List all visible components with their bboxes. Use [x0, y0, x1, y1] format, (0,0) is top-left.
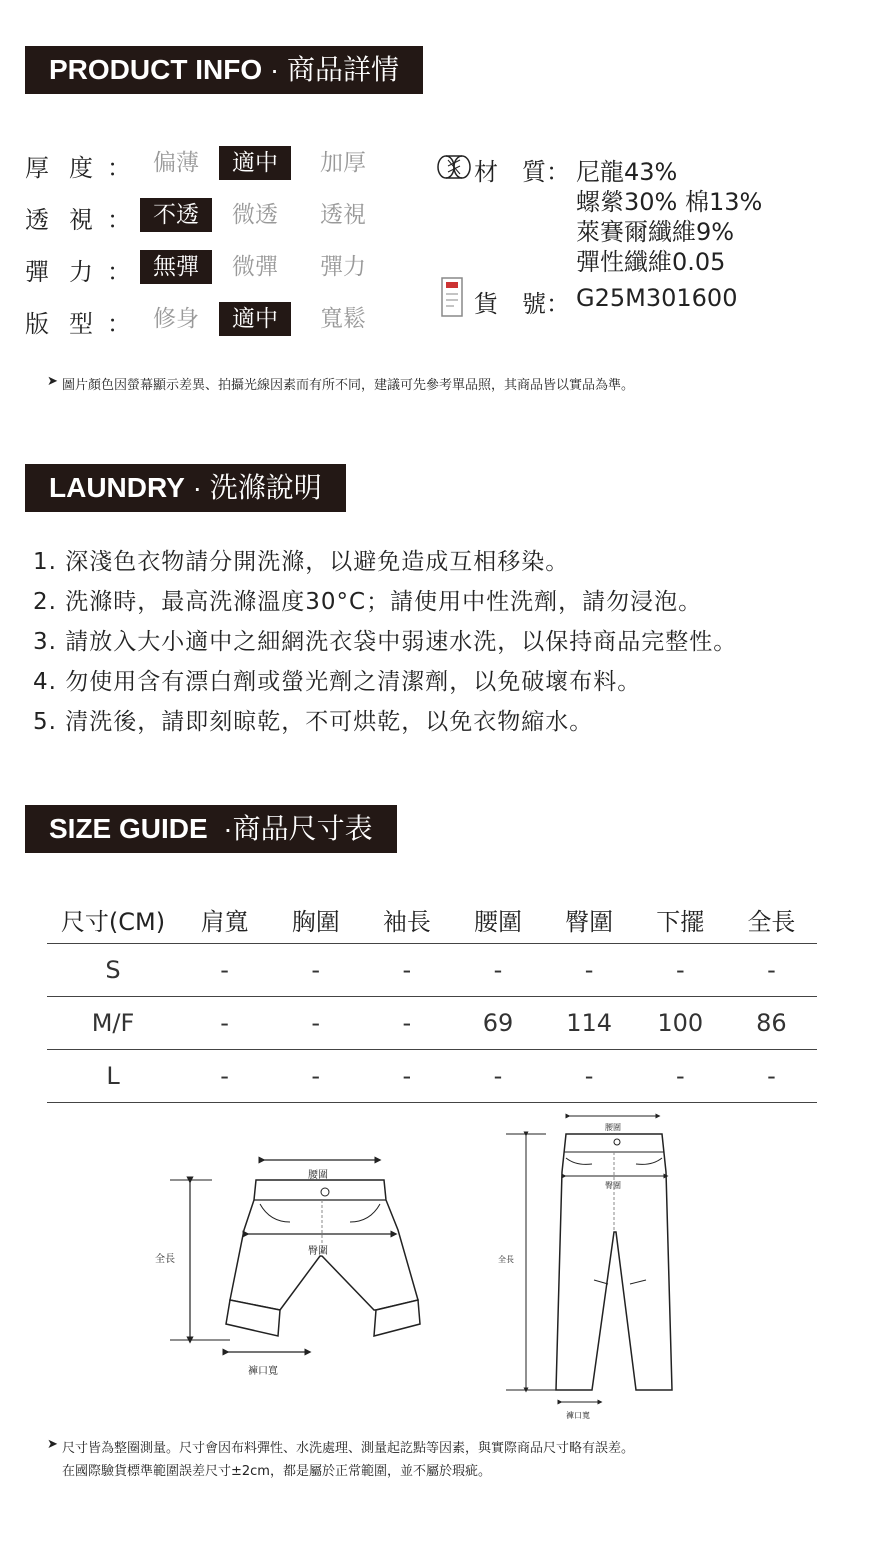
table-cell: L — [47, 1050, 179, 1103]
table-cell: 100 — [635, 997, 726, 1050]
laundry-item: 2. 洗滌時，最高洗滌溫度30°C；請使用中性洗劑，請勿浸泡。 — [33, 589, 703, 615]
size-table — [47, 895, 817, 1103]
thread-spool-icon — [436, 152, 472, 182]
header-cell: 全長 — [726, 895, 817, 944]
size-guide-title-en: SIZE GUIDE — [49, 813, 208, 844]
waist-label: 腰圍 — [308, 1170, 328, 1181]
attribute-row — [25, 252, 425, 288]
size-guide-title-zh: ·商品尺寸表 — [223, 813, 373, 844]
product-info-title-zh: · 商品詳情 — [269, 54, 399, 85]
table-cell: - — [179, 997, 270, 1050]
attribute-option: 適中 — [219, 302, 291, 336]
header-cell: 下擺 — [635, 895, 726, 944]
hem-label: 褲口寬 — [248, 1366, 278, 1377]
attribute-option: 加厚 — [320, 150, 366, 176]
attribute-label: 透視 — [25, 206, 113, 234]
laundry-item: 5. 清洗後，請即刻晾乾，不可烘乾，以免衣物縮水。 — [33, 709, 594, 735]
attribute-option: 修身 — [153, 306, 199, 332]
table-cell: - — [726, 944, 817, 997]
attribute-row — [25, 148, 425, 184]
size-note-2: 在國際驗貨標準範圍誤差尺寸±2cm，都是屬於正常範圍，並不屬於瑕疵。 — [62, 1464, 491, 1479]
hem-label: 褲口寬 — [566, 1411, 590, 1420]
product-info-title — [25, 46, 423, 94]
material-line: 尼龍43% — [576, 158, 678, 186]
laundry-item: 4. 勿使用含有漂白劑或螢光劑之清潔劑，以免破壞布料。 — [33, 669, 642, 695]
attribute-label: 厚度 — [25, 154, 113, 182]
attribute-option: 無彈 — [140, 250, 212, 284]
color-note: 圖片顏色因螢幕顯示差異、拍攝光線因素而有所不同，建議可先參考單品照，其商品皆以實品為準。 — [62, 378, 635, 393]
hip-label: 臀圍 — [605, 1181, 621, 1190]
table-cell: 114 — [544, 997, 635, 1050]
attribute-colon: ： — [107, 310, 131, 338]
sku-label: 貨 號： — [474, 290, 570, 318]
size-guide-title — [25, 805, 397, 853]
attribute-colon: ： — [107, 154, 131, 182]
attribute-label: 彈力 — [25, 258, 113, 286]
table-row — [47, 997, 817, 1050]
laundry-item: 3. 請放入大小適中之細網洗衣袋中弱速水洗，以保持商品完整性。 — [33, 629, 738, 655]
table-cell: - — [544, 944, 635, 997]
laundry-title — [25, 464, 346, 512]
shorts-diagram — [150, 1150, 430, 1380]
table-cell: - — [361, 997, 452, 1050]
table-cell: - — [452, 1050, 543, 1103]
table-cell: 86 — [726, 997, 817, 1050]
table-cell: - — [270, 944, 361, 997]
table-cell: - — [452, 944, 543, 997]
attribute-row — [25, 200, 425, 236]
table-row — [47, 944, 817, 997]
sku-value: G25M301600 — [576, 284, 738, 312]
table-cell: - — [726, 1050, 817, 1103]
attribute-option: 偏薄 — [153, 150, 199, 176]
header-cell: 肩寬 — [179, 895, 270, 944]
pants-diagram — [500, 1108, 690, 1420]
material-line: 彈性纖維0.05 — [576, 248, 726, 276]
laundry-item: 1. 深淺色衣物請分開洗滌，以避免造成互相移染。 — [33, 549, 570, 575]
hip-label: 臀圍 — [308, 1246, 328, 1257]
attribute-colon: ： — [107, 206, 131, 234]
attribute-option: 寬鬆 — [320, 306, 366, 332]
table-cell: - — [635, 944, 726, 997]
attribute-option: 透視 — [320, 202, 366, 228]
table-cell: - — [361, 1050, 452, 1103]
table-cell: S — [47, 944, 179, 997]
table-cell: 69 — [452, 997, 543, 1050]
header-cell: 尺寸(CM) — [47, 895, 179, 944]
header-cell: 腰圍 — [452, 895, 543, 944]
attribute-option: 微彈 — [232, 254, 278, 280]
table-cell: - — [270, 1050, 361, 1103]
material-label: 材 質： — [474, 158, 570, 186]
table-cell: - — [544, 1050, 635, 1103]
material-line: 螺縈30% 棉13% — [576, 188, 763, 216]
table-cell: - — [635, 1050, 726, 1103]
length-label: 全長 — [498, 1255, 514, 1264]
table-cell: - — [179, 944, 270, 997]
attribute-option: 適中 — [219, 146, 291, 180]
header-cell: 胸圍 — [270, 895, 361, 944]
table-cell: - — [361, 944, 452, 997]
arrow-right-icon: ➤ — [47, 1437, 58, 1452]
length-label: 全長 — [155, 1254, 175, 1265]
waist-label: 腰圍 — [605, 1123, 621, 1132]
attribute-option: 不透 — [140, 198, 212, 232]
tag-icon — [440, 276, 464, 318]
table-row — [47, 1050, 817, 1103]
attribute-colon: ： — [107, 258, 131, 286]
laundry-title-zh: · 洗滌說明 — [192, 472, 322, 503]
size-note-1: 尺寸皆為整圈測量。尺寸會因布料彈性、水洗處理、測量起訖點等因素，與實際商品尺寸略有誤差。 — [62, 1441, 635, 1456]
table-cell: M/F — [47, 997, 179, 1050]
laundry-title-en: LAUNDRY — [49, 472, 185, 503]
material-line: 萊賽爾纖維9% — [576, 218, 735, 246]
product-info-title-en: PRODUCT INFO — [49, 54, 263, 85]
attribute-row — [25, 304, 425, 340]
attribute-label: 版型 — [25, 310, 113, 338]
table-cell: - — [179, 1050, 270, 1103]
header-cell: 袖長 — [361, 895, 452, 944]
header-cell: 臀圍 — [544, 895, 635, 944]
size-table-header — [47, 895, 817, 944]
attribute-option: 微透 — [232, 202, 278, 228]
arrow-right-icon: ➤ — [47, 374, 58, 389]
attribute-option: 彈力 — [320, 254, 366, 280]
table-cell: - — [270, 997, 361, 1050]
